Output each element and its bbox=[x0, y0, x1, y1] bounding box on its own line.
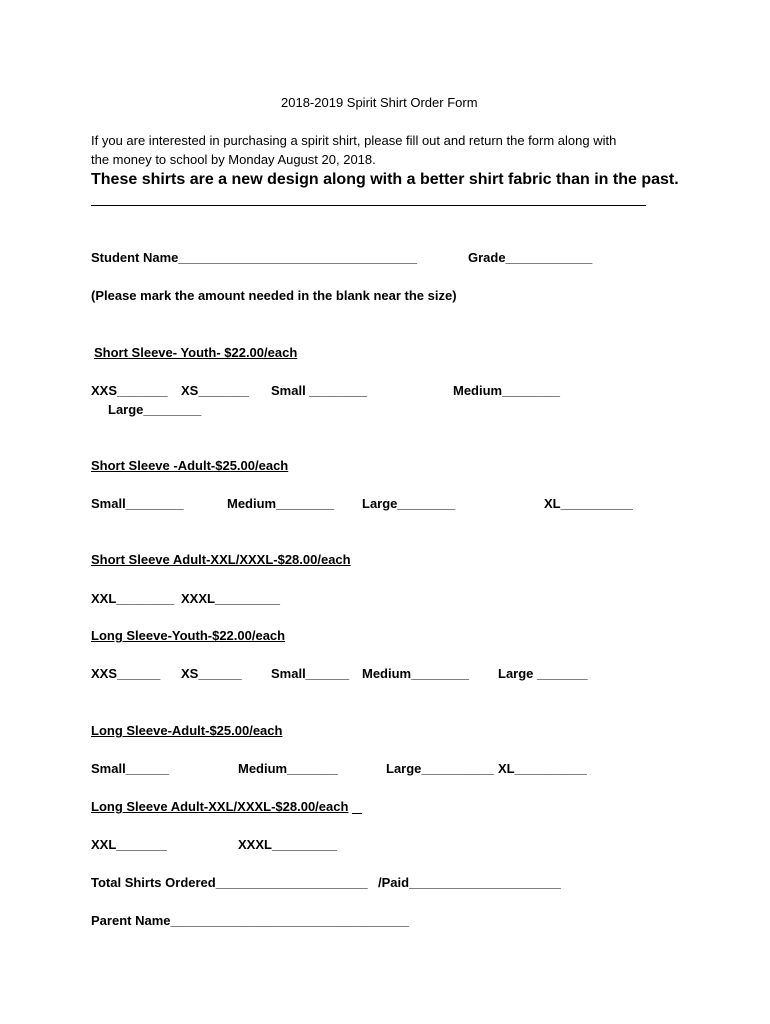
size-field-large[interactable]: Large _______ bbox=[498, 666, 588, 681]
size-field-xxxl[interactable]: XXXL_________ bbox=[238, 837, 338, 852]
size-field-large[interactable]: Large________ bbox=[362, 496, 456, 511]
size-field-large[interactable]: Large__________ bbox=[386, 761, 494, 776]
student-name-field[interactable]: Student Name_________________________________ bbox=[91, 250, 417, 265]
section-heading-short-sleeve-youth: Short Sleeve- Youth- $22.00/each bbox=[94, 345, 298, 360]
size-field-xs[interactable]: XS______ bbox=[181, 666, 242, 681]
section-heading-long-sleeve-youth: Long Sleeve-Youth-$22.00/each bbox=[91, 628, 286, 643]
size-field-medium[interactable]: Medium_______ bbox=[238, 761, 338, 776]
instruction-text: (Please mark the amount needed in the blank near the size) bbox=[91, 288, 457, 303]
grade-field[interactable]: Grade____________ bbox=[468, 250, 593, 265]
size-field-xl[interactable]: XL__________ bbox=[498, 761, 587, 776]
intro-line-2: the money to school by Monday August 20, 2018. bbox=[91, 152, 376, 167]
size-field-xs[interactable]: XS_______ bbox=[181, 383, 249, 398]
size-field-xxl[interactable]: XXL________ bbox=[91, 591, 175, 606]
total-shirts-field[interactable]: Total Shirts Ordered_____________________ bbox=[91, 875, 368, 890]
section-heading-long-sleeve-adult-xxl: Long Sleeve Adult-XXL/XXXL-$28.00/each bbox=[91, 799, 349, 814]
size-field-medium[interactable]: Medium________ bbox=[227, 496, 334, 511]
form-title: 2018-2019 Spirit Shirt Order Form bbox=[281, 95, 478, 110]
section-heading-long-sleeve-adult: Long Sleeve-Adult-$25.00/each bbox=[91, 723, 283, 738]
paid-field[interactable]: /Paid_____________________ bbox=[378, 875, 561, 890]
size-field-small[interactable]: Small______ bbox=[91, 761, 170, 776]
size-field-small[interactable]: Small______ bbox=[271, 666, 350, 681]
size-field-small[interactable]: Small________ bbox=[91, 496, 184, 511]
size-field-xxxl[interactable]: XXXL_________ bbox=[181, 591, 281, 606]
section-heading-short-sleeve-adult-xxl: Short Sleeve Adult-XXL/XXXL-$28.00/each bbox=[91, 552, 351, 567]
size-field-small[interactable]: Small ________ bbox=[271, 383, 368, 398]
intro-line-1: If you are interested in purchasing a spirit shirt, please fill out and return the form along with bbox=[91, 133, 617, 148]
design-notice: These shirts are a new design along with a better shirt fabric than in the past. bbox=[91, 171, 679, 188]
size-field-xxs[interactable]: XXS_______ bbox=[91, 383, 168, 398]
divider-line bbox=[91, 205, 646, 206]
parent-name-field[interactable]: Parent Name_________________________________ bbox=[91, 913, 410, 928]
size-field-xxl[interactable]: XXL_______ bbox=[91, 837, 167, 852]
size-field-large[interactable]: Large________ bbox=[108, 402, 202, 417]
section-heading-short-sleeve-adult: Short Sleeve -Adult-$25.00/each bbox=[91, 458, 289, 473]
size-field-xxs[interactable]: XXS______ bbox=[91, 666, 161, 681]
size-field-xl[interactable]: XL__________ bbox=[544, 496, 633, 511]
size-field-medium[interactable]: Medium________ bbox=[362, 666, 469, 681]
heading-underline-extension bbox=[352, 813, 362, 814]
size-field-medium[interactable]: Medium________ bbox=[453, 383, 560, 398]
